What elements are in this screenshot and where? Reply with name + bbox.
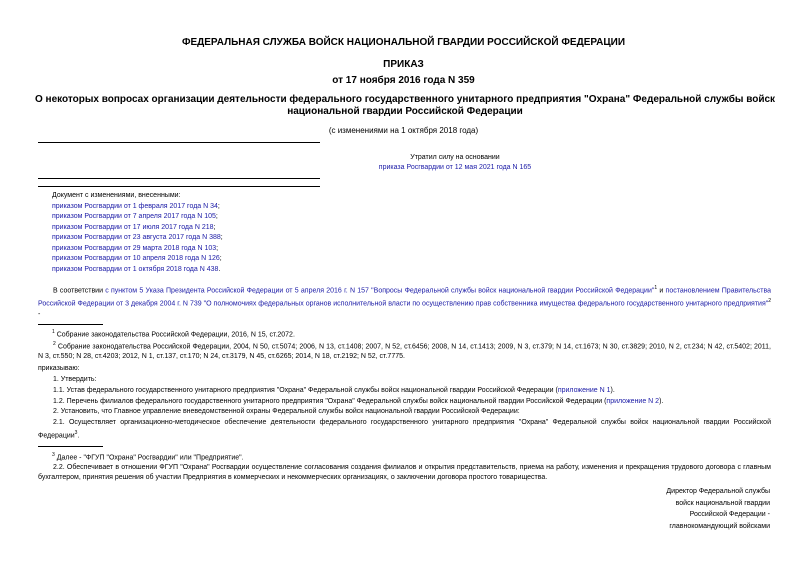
amendment-link[interactable]: приказом Росгвардии от 10 апреля 2018 года N 126 (52, 255, 220, 262)
signature-line: Российской Федерации - (689, 511, 770, 518)
amendment-link[interactable]: приказом Росгвардии от 17 июля 2017 года N 218 (52, 223, 214, 231)
status-text: Утратил силу на основании (410, 154, 500, 161)
footnote-1: $^1$ Собрание законодательства Российской Федерации, 2016, N 15, ст.2072. (52, 329, 295, 339)
signature-line: главнокомандующий войсками (669, 522, 770, 530)
resolution-link[interactable]: постановлением Правительства Российской Федерации от 3 декабря 2004 г. N 739 "О полномочиях федеральных органов исполнительной власти по осуществлению прав собственника имущества федерального государственного унитарного предприятия" (38, 287, 771, 308)
list-item: приказом Росгвардии от 7 апреля 2017 года N 105; (52, 213, 218, 220)
divider (38, 178, 320, 179)
doc-type-heading: ПРИКАЗ (383, 59, 424, 70)
signature-line: войск национальной гвардии (675, 499, 770, 507)
repeal-order-link[interactable]: приказа Росгвардии от 12 мая 2021 года N 165 (378, 164, 532, 171)
footnote-divider (38, 446, 103, 447)
changes-list (52, 191, 223, 275)
divider (38, 186, 320, 187)
changes-intro: Документ с изменениями, внесенными: (52, 192, 181, 199)
signature-line: Директор Федеральной службы (666, 488, 770, 495)
status-block (325, 153, 585, 173)
appendix-1-link[interactable]: приложение N 1 (557, 387, 611, 394)
item-2: 2. Установить, что Главное управление вневедомственной охраны Федеральной службы войск национальной гвардии Российской Федерации: (53, 408, 520, 415)
appendix-2-link[interactable]: приложение N 2 (606, 398, 660, 405)
amendment-note: (с изменениями на 1 октября 2018 года) (328, 126, 479, 135)
amendment-link[interactable]: приказом Росгвардии от 7 апреля 2017 года N 105 (52, 213, 216, 220)
decree-link[interactable]: с пунктом 5 Указа Президента Российской Федерации от 5 апреля 2016 г. N 157 "Вопросы Федеральной службы войск национальной гвардии Российской Федерации" (105, 287, 655, 295)
amendment-link[interactable]: приказом Росгвардии от 1 февраля 2017 года N 34 (52, 202, 218, 210)
item-1-2: 1.2. Перечень филиалов федерального государственного унитарного предприятия "Охрана" Федеральной службы войск национальной гвардии Российской Федерации (приложение N 2). (53, 398, 664, 405)
signature-block (620, 486, 770, 532)
org-heading: ФЕДЕРАЛЬНАЯ СЛУЖБА ВОЙСК НАЦИОНАЛЬНОЙ ГВАРДИИ РОССИЙСКОЙ ФЕДЕРАЦИИ (181, 37, 626, 48)
footnote-divider (38, 324, 103, 325)
footnote-ref[interactable]: 1 (654, 285, 658, 291)
list-item: приказом Росгвардии от 29 марта 2018 года N 103; (52, 244, 219, 252)
amendment-link[interactable]: приказом Росгвардии от 29 марта 2018 года N 103 (52, 244, 217, 252)
footnote-3: $^3$ Далее - "ФГУП "Охрана" Росгвардии" или "Предприятие". (52, 452, 244, 462)
item-2-2: 2.2. Обеспечивает в отношении ФГУП "Охрана" Росгвардии осуществление согласования создания филиалов и открытия представительств, приема на работу, изменения и прекращения трудового договора с главным бухгалтером, принятия решения об участии Предприятия в коммерческих и некоммерческих организациях, о заключении договора простого товарищества. (38, 464, 771, 481)
footnote-ref[interactable]: 2 (768, 298, 771, 305)
list-item: приказом Росгвардии от 10 апреля 2018 года N 126; (52, 255, 222, 262)
item-1: 1. Утвердить: (53, 376, 97, 383)
divider (38, 142, 320, 143)
date-number-heading: от 17 ноября 2016 года N 359 (332, 75, 475, 86)
amendment-link[interactable]: приказом Росгвардии от 23 августа 2017 года N 388 (52, 234, 221, 241)
footnote-ref[interactable]: 3 (74, 430, 78, 436)
item-1-1: 1.1. Устав федерального государственного унитарного предприятия "Охрана" Федеральной службы войск национальной гвардии Российской Федерации (приложение N 1). (53, 387, 615, 394)
amendment-link[interactable]: приказом Росгвардии от 1 октября 2018 года N 438 (52, 265, 219, 273)
list-item: приказом Росгвардии от 17 июля 2017 года N 218; (52, 223, 216, 231)
footnote-2: $^2$ Собрание законодательства Российской Федерации, 2004, N 50, ст.5074; 2006, N 13, ст.1408; 2007, N 52, ст.6456; 2008, N 14, ст.1413; 2009, N 3, ст.379; N 14, ст.1673; N 30, ст.3829; 2010, N 2, ст.234; N 42, ст.5402; 2011, N 3, ст.550; N 28, ст.4203; 2012, N 1, ст.137, ст.170; N 24, ст.3179, N 45, ст.6265; 2014, N 18, ст.2192; N 52, ст.7775. (38, 341, 771, 361)
list-item: приказом Росгвардии от 1 октября 2018 года N 438. (52, 265, 221, 273)
list-item: приказом Росгвардии от 1 февраля 2017 года N 34; (52, 202, 220, 210)
order-word: приказываю: (38, 365, 80, 372)
list-item: приказом Росгвардии от 23 августа 2017 года N 388; (52, 234, 223, 241)
preamble-paragraph: В соответствии с пунктом 5 Указа Президента Российской Федерации от 5 апреля 2016 г. N 157 "Вопросы Федеральной службы войск национальной гвардии Российской Федерации"$^1$ и постановлением Правительства Российской Федерации от 3 декабря 2004 г. N 739 "О полномочиях федеральных органов исполнительной власти по осуществлению прав собственника имущества федерального государственного унитарного предприятия"$^2$ - (38, 285, 771, 318)
document-title: О некоторых вопросах организации деятельности федерального государственного унитарного предприятия "Охрана" Федеральной службы войск национальной гвардии Российской Федерации (34, 94, 776, 117)
item-2-1: 2.1. Осуществляет организационно-методическое обеспечение деятельности федерального государственного унитарного предприятия "Охрана" Федеральной службы войск национальной гвардии Российской Федерации$^3$. (38, 419, 771, 440)
